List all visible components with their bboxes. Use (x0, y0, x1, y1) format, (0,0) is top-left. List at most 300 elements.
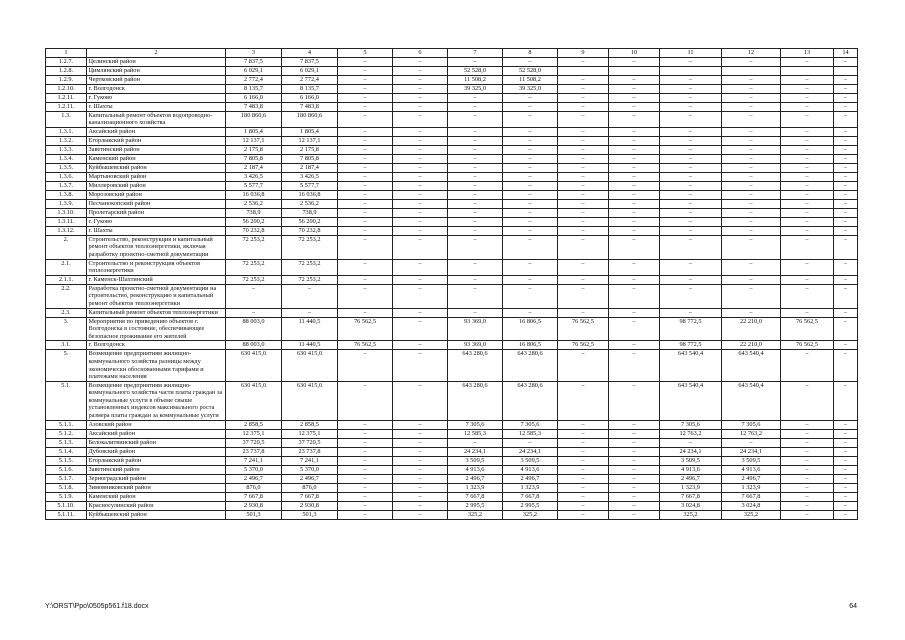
value-cell: – (503, 438, 558, 447)
row-number-cell: 1.2.8. (46, 66, 87, 75)
value-cell: – (338, 145, 393, 154)
value-cell: – (448, 172, 503, 181)
value-cell: – (448, 275, 503, 284)
value-cell: – (393, 474, 448, 483)
row-number-cell: 1.3.7. (46, 181, 87, 190)
value-cell: – (282, 308, 338, 317)
value-cell: – (503, 163, 558, 172)
value-cell: – (393, 127, 448, 136)
row-name-cell: Возмещение предприятиям жилищно-коммунального хозяйства части платы граждан за коммунальные услуги в объеме свыше установленных индексов максимального роста размера платы граждан за коммунальные услуги (87, 381, 226, 420)
value-cell: – (834, 510, 858, 519)
row-name-cell: Аксайский район (87, 429, 226, 438)
row-name-cell: Каменский район (87, 492, 226, 501)
value-cell: 7 305,6 (448, 420, 503, 429)
row-number-cell: 5.1.3. (46, 438, 87, 447)
value-cell: – (448, 102, 503, 111)
value-cell: 72 253,2 (226, 259, 282, 275)
value-cell: 2 187,4 (226, 163, 282, 172)
row-number-cell: 5.1.2. (46, 429, 87, 438)
value-cell: – (338, 483, 393, 492)
value-cell (781, 66, 834, 75)
value-cell: – (609, 102, 660, 111)
value-cell: – (393, 208, 448, 217)
value-cell: – (722, 190, 781, 199)
value-cell: 325,2 (722, 510, 781, 519)
value-cell: 643 280,6 (503, 350, 558, 381)
value-cell: – (558, 226, 609, 235)
value-cell: – (393, 284, 448, 308)
row-name-cell: Егорлыкский район (87, 136, 226, 145)
value-cell: – (393, 93, 448, 102)
value-cell: – (609, 429, 660, 438)
value-cell: 12 137,1 (226, 136, 282, 145)
value-cell: 12 585,3 (448, 429, 503, 438)
value-cell: – (660, 226, 722, 235)
value-cell: – (338, 217, 393, 226)
value-cell: – (609, 163, 660, 172)
value-cell: 72 253,2 (226, 275, 282, 284)
value-cell: – (503, 259, 558, 275)
value-cell: – (660, 208, 722, 217)
value-cell: 7 667,8 (722, 492, 781, 501)
value-cell: 56 200,2 (282, 217, 338, 226)
value-cell: – (338, 350, 393, 381)
value-cell: – (609, 84, 660, 93)
row-name-cell: г. Волгодонск (87, 84, 226, 93)
table-row (46, 145, 858, 154)
value-cell: – (609, 57, 660, 66)
value-cell: – (834, 226, 858, 235)
row-number-cell: 1.3. (46, 111, 87, 127)
value-cell: – (781, 284, 834, 308)
value-cell: 2 496,7 (448, 474, 503, 483)
value-cell: – (781, 154, 834, 163)
value-cell: – (503, 102, 558, 111)
value-cell: – (503, 93, 558, 102)
column-header: 2 (87, 49, 226, 58)
value-cell: – (393, 381, 448, 420)
value-cell: – (834, 235, 858, 259)
value-cell: – (609, 474, 660, 483)
value-cell: – (834, 465, 858, 474)
value-cell: – (834, 420, 858, 429)
value-cell: 52 528,0 (503, 66, 558, 75)
value-cell: – (609, 284, 660, 308)
value-cell: 630 415,0 (226, 350, 282, 381)
row-name-cell: Капитальный ремонт объектов водопроводно-канализационного хозяйства (87, 111, 226, 127)
value-cell: – (558, 510, 609, 519)
row-name-cell: Куйбышевский район (87, 163, 226, 172)
value-cell: – (558, 474, 609, 483)
row-name-cell: Миллеровский район (87, 181, 226, 190)
value-cell: – (338, 501, 393, 510)
row-name-cell: Капитальный ремонт объектов теплоэнергетики (87, 308, 226, 317)
value-cell: – (722, 259, 781, 275)
table-body (46, 57, 858, 519)
value-cell: 3 024,8 (722, 501, 781, 510)
value-cell: 39 325,0 (503, 84, 558, 93)
value-cell: – (558, 447, 609, 456)
value-cell: – (338, 438, 393, 447)
value-cell: – (338, 284, 393, 308)
row-number-cell: 5.1. (46, 381, 87, 420)
value-cell: – (660, 199, 722, 208)
row-name-cell: Дубовский район (87, 447, 226, 456)
column-header: 5 (338, 49, 393, 58)
value-cell: – (338, 199, 393, 208)
value-cell: – (393, 154, 448, 163)
value-cell: – (226, 308, 282, 317)
value-cell: – (834, 111, 858, 127)
row-number-cell: 5.1.7. (46, 474, 87, 483)
row-name-cell: Заветинский район (87, 145, 226, 154)
value-cell: – (338, 190, 393, 199)
value-cell: 70 232,8 (226, 226, 282, 235)
value-cell: – (609, 75, 660, 84)
value-cell: – (722, 57, 781, 66)
value-cell: – (781, 501, 834, 510)
value-cell: – (393, 483, 448, 492)
value-cell: 2 187,4 (282, 163, 338, 172)
table-row (46, 447, 858, 456)
value-cell: – (226, 284, 282, 308)
value-cell: 76 562,5 (781, 341, 834, 350)
row-number-cell: 5.1.4. (46, 447, 87, 456)
table-row (46, 102, 858, 111)
value-cell: – (781, 190, 834, 199)
value-cell: – (558, 284, 609, 308)
value-cell: 7 483,8 (226, 102, 282, 111)
value-cell: – (722, 308, 781, 317)
value-cell: 7 805,8 (226, 154, 282, 163)
value-cell: – (393, 111, 448, 127)
table-row (46, 474, 858, 483)
value-cell: – (393, 136, 448, 145)
value-cell: – (834, 259, 858, 275)
value-cell: – (834, 84, 858, 93)
value-cell: 1 323,9 (503, 483, 558, 492)
value-cell: – (781, 483, 834, 492)
value-cell: 2 930,8 (282, 501, 338, 510)
value-cell: – (558, 308, 609, 317)
table-row (46, 465, 858, 474)
value-cell: – (503, 111, 558, 127)
value-cell: 11 440,5 (282, 341, 338, 350)
value-cell: 643 540,4 (660, 381, 722, 420)
value-cell: – (558, 208, 609, 217)
value-cell: – (338, 420, 393, 429)
document-file-path: Y:\ORST\Ppo\0505p561.f18.docx (45, 603, 149, 610)
value-cell: 2 772,4 (226, 75, 282, 84)
table-row (46, 492, 858, 501)
table-row (46, 456, 858, 465)
value-cell: – (722, 181, 781, 190)
table-row (46, 136, 858, 145)
row-name-cell: Цимлянский район (87, 66, 226, 75)
value-cell: – (609, 190, 660, 199)
value-cell: – (393, 181, 448, 190)
value-cell: – (448, 217, 503, 226)
value-cell: – (660, 102, 722, 111)
row-name-cell: Чертковский район (87, 75, 226, 84)
table-row (46, 226, 858, 235)
value-cell: – (722, 154, 781, 163)
value-cell: – (834, 341, 858, 350)
row-name-cell: Пролетарский район (87, 208, 226, 217)
value-cell: – (448, 127, 503, 136)
value-cell: – (448, 93, 503, 102)
value-cell: – (722, 111, 781, 127)
column-header: 10 (609, 49, 660, 58)
value-cell: – (722, 217, 781, 226)
table-row (46, 501, 858, 510)
value-cell: 12 137,1 (282, 136, 338, 145)
row-number-cell: 2.1. (46, 259, 87, 275)
value-cell: – (338, 474, 393, 483)
row-number-cell: 3.1. (46, 341, 87, 350)
value-cell: 4 913,6 (448, 465, 503, 474)
value-cell: 16 036,8 (226, 190, 282, 199)
value-cell: 7 483,8 (282, 102, 338, 111)
value-cell: 2 496,7 (660, 474, 722, 483)
value-cell: – (393, 226, 448, 235)
table-row (46, 259, 858, 275)
value-cell: – (781, 429, 834, 438)
row-number-cell: 1.3.12. (46, 226, 87, 235)
value-cell: – (609, 308, 660, 317)
value-cell: 7 667,8 (448, 492, 503, 501)
table-row (46, 275, 858, 284)
value-cell: – (448, 308, 503, 317)
row-name-cell: г. Гуково (87, 217, 226, 226)
row-number-cell: 1.3.9. (46, 199, 87, 208)
value-cell: – (503, 208, 558, 217)
value-cell: – (558, 199, 609, 208)
value-cell: – (609, 317, 660, 341)
row-name-cell: Мартыновский район (87, 172, 226, 181)
value-cell: 643 280,6 (448, 381, 503, 420)
value-cell: 88 003,0 (226, 317, 282, 341)
value-cell: – (282, 284, 338, 308)
table-row (46, 235, 858, 259)
value-cell: – (834, 429, 858, 438)
value-cell: – (781, 438, 834, 447)
value-cell: – (722, 93, 781, 102)
value-cell: 16 036,8 (282, 190, 338, 199)
value-cell: 7 667,8 (226, 492, 282, 501)
value-cell: – (338, 465, 393, 474)
value-cell: – (558, 465, 609, 474)
value-cell: – (338, 447, 393, 456)
value-cell: – (834, 483, 858, 492)
value-cell: 3 426,5 (226, 172, 282, 181)
value-cell: 643 540,4 (660, 350, 722, 381)
value-cell: – (722, 199, 781, 208)
value-cell: 2 772,4 (282, 75, 338, 84)
value-cell: 12 763,2 (660, 429, 722, 438)
value-cell (558, 66, 609, 75)
value-cell: – (448, 163, 503, 172)
value-cell: 24 234,1 (722, 447, 781, 456)
value-cell: 1 805,4 (226, 127, 282, 136)
row-number-cell: 1.2.7. (46, 57, 87, 66)
value-cell: 93 369,0 (448, 341, 503, 350)
row-name-cell: г. Волгодонск (87, 341, 226, 350)
value-cell: – (781, 465, 834, 474)
column-header: 11 (660, 49, 722, 58)
value-cell: – (448, 57, 503, 66)
value-cell: – (558, 57, 609, 66)
row-name-cell: Мероприятия по приведению объектов г. Волгодонска в состояние, обеспечивающее безопасное проживание его жителей (87, 317, 226, 341)
table-row (46, 199, 858, 208)
value-cell: – (503, 217, 558, 226)
value-cell: – (781, 275, 834, 284)
row-number-cell: 5.1.6. (46, 465, 87, 474)
row-name-cell: г. Гуково (87, 93, 226, 102)
value-cell: – (338, 154, 393, 163)
value-cell: – (609, 226, 660, 235)
value-cell: – (558, 93, 609, 102)
table-row (46, 57, 858, 66)
value-cell: – (660, 190, 722, 199)
row-name-cell: Морозовский район (87, 190, 226, 199)
value-cell: – (393, 317, 448, 341)
value-cell: – (503, 275, 558, 284)
row-number-cell: 1.3.11. (46, 217, 87, 226)
value-cell: – (781, 145, 834, 154)
value-cell: – (393, 66, 448, 75)
value-cell: – (503, 57, 558, 66)
row-number-cell: 5.1.5. (46, 456, 87, 465)
value-cell: – (660, 127, 722, 136)
value-cell: – (722, 438, 781, 447)
value-cell: 630 415,0 (282, 350, 338, 381)
value-cell: – (393, 308, 448, 317)
value-cell: – (609, 93, 660, 102)
value-cell: – (393, 163, 448, 172)
value-cell: – (722, 75, 781, 84)
value-cell: 2 536,2 (226, 199, 282, 208)
value-cell: – (781, 259, 834, 275)
value-cell: 72 253,2 (282, 235, 338, 259)
value-cell: – (609, 127, 660, 136)
value-cell: 4 913,6 (503, 465, 558, 474)
value-cell: – (609, 136, 660, 145)
table-row (46, 483, 858, 492)
value-cell: – (781, 163, 834, 172)
value-cell: 738,9 (226, 208, 282, 217)
value-cell: 1 805,4 (282, 127, 338, 136)
value-cell: – (834, 199, 858, 208)
row-number-cell: 1.2.10. (46, 84, 87, 93)
value-cell: – (781, 208, 834, 217)
value-cell: – (393, 84, 448, 93)
table-row (46, 350, 858, 381)
value-cell: – (722, 163, 781, 172)
value-cell: – (781, 136, 834, 145)
value-cell: – (834, 275, 858, 284)
value-cell: – (503, 172, 558, 181)
row-name-cell: Песчанокопский район (87, 199, 226, 208)
value-cell: – (338, 381, 393, 420)
value-cell: – (722, 275, 781, 284)
row-name-cell: Разработка проектно-сметной документации на строительство, реконструкцию и капитальный ремонт объектов теплоэнергетики (87, 284, 226, 308)
value-cell: – (558, 492, 609, 501)
row-number-cell: 3. (46, 317, 87, 341)
value-cell: – (558, 420, 609, 429)
value-cell: 2 496,7 (722, 474, 781, 483)
value-cell (609, 66, 660, 75)
row-name-cell: г. Шахты (87, 102, 226, 111)
row-name-cell: Целинский район (87, 57, 226, 66)
value-cell: – (609, 456, 660, 465)
value-cell: – (393, 75, 448, 84)
row-number-cell: 1.3.6. (46, 172, 87, 181)
value-cell: 8 135,7 (282, 84, 338, 93)
value-cell: – (834, 217, 858, 226)
value-cell: 76 562,5 (338, 317, 393, 341)
value-cell: 180 860,6 (226, 111, 282, 127)
value-cell: – (558, 217, 609, 226)
table-row (46, 190, 858, 199)
value-cell: – (393, 172, 448, 181)
value-cell: – (338, 93, 393, 102)
value-cell: – (448, 136, 503, 145)
table-row (46, 284, 858, 308)
value-cell: – (660, 136, 722, 145)
value-cell: – (609, 438, 660, 447)
value-cell: – (503, 284, 558, 308)
value-cell: – (781, 181, 834, 190)
value-cell: 5 577,7 (282, 181, 338, 190)
value-cell: – (781, 199, 834, 208)
value-cell: – (558, 154, 609, 163)
row-name-cell: Аксайский район (87, 127, 226, 136)
column-header: 9 (558, 49, 609, 58)
table-row (46, 66, 858, 75)
value-cell: – (834, 501, 858, 510)
value-cell: – (722, 284, 781, 308)
value-cell: 630 415,0 (226, 381, 282, 420)
value-cell: – (781, 456, 834, 465)
value-cell: 2 858,5 (282, 420, 338, 429)
value-cell: 2 496,7 (226, 474, 282, 483)
value-cell: – (834, 136, 858, 145)
value-cell: – (503, 190, 558, 199)
value-cell: 2 536,2 (282, 199, 338, 208)
value-cell: – (660, 308, 722, 317)
value-cell (834, 66, 858, 75)
value-cell: – (781, 172, 834, 181)
value-cell: 8 135,7 (226, 84, 282, 93)
row-number-cell: 1.2.11. (46, 93, 87, 102)
row-number-cell: 1.3.10. (46, 208, 87, 217)
table-row (46, 163, 858, 172)
value-cell: – (503, 199, 558, 208)
row-number-cell: 5.1.1. (46, 420, 87, 429)
value-cell: 22 210,0 (722, 317, 781, 341)
value-cell: – (834, 172, 858, 181)
value-cell: 3 509,5 (503, 456, 558, 465)
value-cell: 70 232,8 (282, 226, 338, 235)
value-cell: 3 509,5 (448, 456, 503, 465)
value-cell: – (660, 217, 722, 226)
value-cell: – (609, 492, 660, 501)
value-cell: – (558, 259, 609, 275)
value-cell: – (781, 226, 834, 235)
value-cell: – (558, 84, 609, 93)
value-cell: – (609, 420, 660, 429)
